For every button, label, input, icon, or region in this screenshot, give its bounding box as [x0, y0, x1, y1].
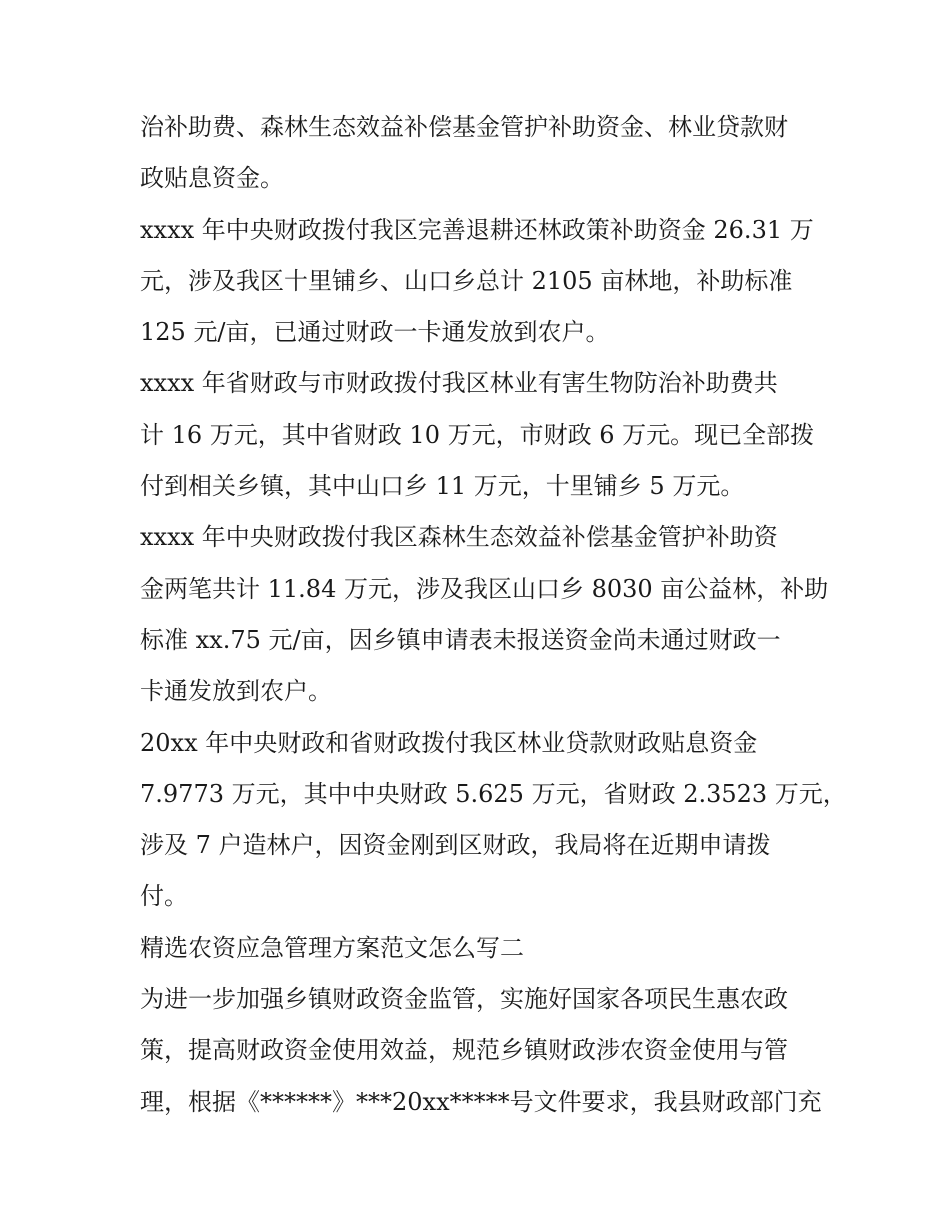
text-line: xxxx 年中央财政拨付我区完善退耕还林政策补助资金 26.31 万: [140, 215, 814, 244]
text-line: xxxx 年省财政与市财政拨付我区林业有害生物防治补助费共: [140, 369, 778, 398]
text-line: 付到相关乡镇，其中山口乡 11 万元，十里铺乡 5 万元。: [140, 472, 745, 501]
text-line: xxxx 年中央财政拨付我区森林生态效益补偿基金管护补助资: [140, 523, 778, 552]
text-line: 125 元/亩，已通过财政一卡通发放到农户。: [140, 318, 610, 347]
text-line: 理，根据《******》***20xx*****号文件要求，我县财政部门充: [140, 1087, 822, 1116]
text-line: 政贴息资金。: [140, 164, 284, 193]
text-line: 20xx 年中央财政和省财政拨付我区林业贷款财政贴息资金: [140, 728, 758, 757]
text-line: 治补助费、森林生态效益补偿基金管护补助资金、林业贷款财: [140, 113, 788, 141]
text-line: 元，涉及我区十里铺乡、山口乡总计 2105 亩林地，补助标准: [140, 266, 793, 295]
text-line: 为进一步加强乡镇财政资金监管，实施好国家各项民生惠农政: [140, 985, 788, 1014]
text-line: 涉及 7 户造林户，因资金刚到区财政，我局将在近期申请拨: [140, 831, 771, 860]
text-line: 金两笔共计 11.84 万元，涉及我区山口乡 8030 亩公益林，补助: [140, 574, 829, 603]
text-line: 付。: [140, 882, 188, 911]
text-line: 策，提高财政资金使用效益，规范乡镇财政涉农资金使用与管: [140, 1036, 788, 1065]
section-heading: 精选农资应急管理方案范文怎么写二: [140, 933, 524, 962]
text-line: 卡通发放到农户。: [140, 677, 332, 706]
text-line: 计 16 万元，其中省财政 10 万元，市财政 6 万元。现已全部拨: [140, 420, 815, 449]
text-line: 7.9773 万元，其中中央财政 5.625 万元，省财政 2.3523 万元，: [140, 779, 847, 808]
text-line: 标准 xx.75 元/亩，因乡镇申请表未报送资金尚未通过财政一: [140, 625, 781, 654]
document-body: [140, 102, 847, 1128]
